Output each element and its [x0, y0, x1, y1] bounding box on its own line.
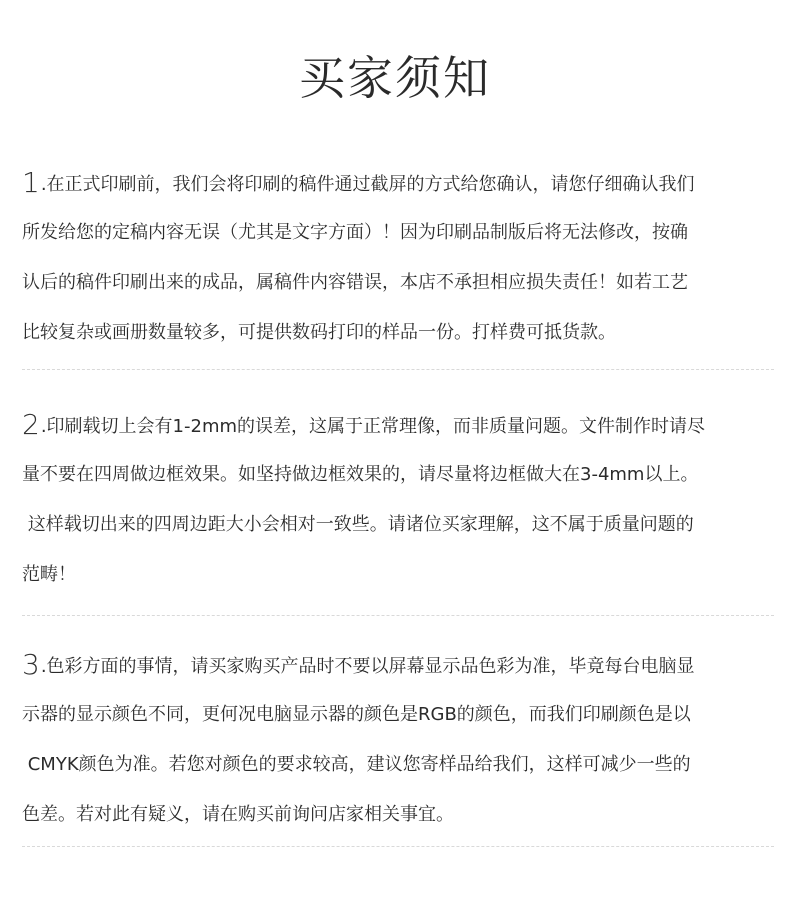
notice-line: 范畴！ — [22, 564, 76, 585]
notice-line: 色差。若对此有疑义，请在购买前询问店家相关事宜。 — [22, 804, 454, 825]
section-number: 3 — [22, 648, 40, 681]
notice-section-1 — [22, 158, 770, 358]
section-divider — [22, 846, 774, 847]
notice-line — [22, 158, 770, 208]
notice-line: CMYK颜色为准。若您对颜色的要求较高，建议您寄样品给我们，这样可减少一些的 — [22, 754, 691, 775]
section-number: 2 — [22, 408, 40, 441]
notice-line: 量不要在四周做边框效果。如坚持做边框效果的，请尽量将边框做大在3-4mm以上。 — [22, 464, 699, 485]
notice-text: .印刷载切上会有1-2mm的误差，这属于正常理像，而非质量问题。文件制作时请尽 — [40, 416, 706, 437]
section-divider — [22, 615, 774, 616]
notice-line: 认后的稿件印刷出来的成品，属稿件内容错误，本店不承担相应损失责任！如若工艺 — [22, 272, 688, 293]
notice-line: 所发给您的定稿内容无误（尤其是文字方面）！因为印刷品制版后将无法修改，按确 — [22, 222, 688, 243]
notice-text: .色彩方面的事情，请买家购买产品时不要以屏幕显示品色彩为准，毕竟每台电脑显 — [40, 656, 695, 677]
notice-line — [22, 400, 770, 450]
page-title: 买家须知 — [299, 51, 491, 105]
notice-line: 这样载切出来的四周边距大小会相对一致些。请诸位买家理解，这不属于质量问题的 — [22, 514, 694, 535]
notice-text: .在正式印刷前，我们会将印刷的稿件通过截屏的方式给您确认，请您仔细确认我们 — [40, 174, 695, 195]
section-divider — [22, 369, 774, 370]
section-number: 1 — [22, 166, 40, 199]
notice-section-2 — [22, 400, 770, 600]
notice-line — [22, 640, 770, 690]
notice-line: 示器的显示颜色不同，更何况电脑显示器的颜色是RGB的颜色，而我们印刷颜色是以 — [22, 704, 691, 725]
notice-section-3 — [22, 640, 770, 840]
notice-line: 比较复杂或画册数量较多，可提供数码打印的样品一份。打样费可抵货款。 — [22, 322, 616, 343]
